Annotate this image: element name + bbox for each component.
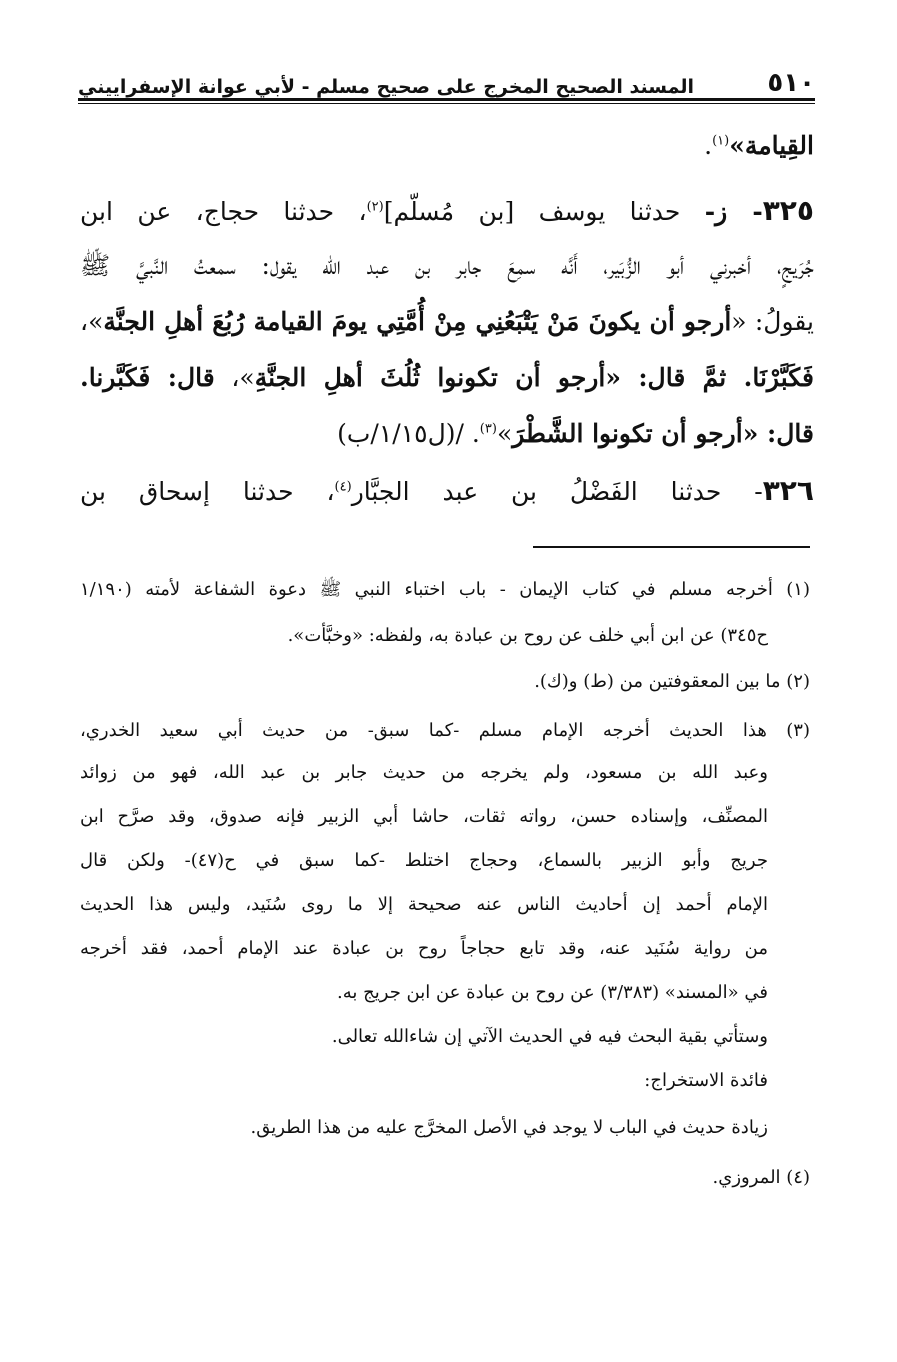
text-line-5 xyxy=(80,350,814,406)
text-segment: . xyxy=(704,131,713,160)
text-line-4 xyxy=(80,294,814,350)
footnote-text: ح٣٤٥) عن ابن أبي خلف عن روح بن عبادة به، ولفظه: «وخبَّأت». xyxy=(287,625,768,646)
footnote-3 xyxy=(80,713,810,749)
footnote-ref-2: (٢) xyxy=(366,199,384,215)
footnote-3-line-3 xyxy=(80,799,768,835)
footnote-text: زيادة حديث في الباب لا يوجد في الأصل المخرَّج عليه من هذا الطريق. xyxy=(250,1117,768,1138)
footnote-3-line-7 xyxy=(80,975,768,1011)
text-segment: ، حدثنا حجاج، عن ابن xyxy=(80,197,367,226)
footnote-text: جريج وأبو الزبير بالسماع، وحجاج اختلط -كما سبق في ح(٤٧)- ولكن قال xyxy=(80,850,768,871)
footnote-ref-1: (١) xyxy=(712,133,730,149)
page-header xyxy=(78,58,815,98)
footnote-text: وستأتي بقية البحث فيه في الحديث الآتي إن شاءالله تعالى. xyxy=(331,1026,768,1047)
text-segment: ، حدثنا إسحاق بن xyxy=(80,477,335,506)
footnote-text: المصنِّف، وإسناده حسن، رواته ثقات، حاشا أبي الزبير فإنه صدوق، وقد صرَّح ابن xyxy=(80,806,768,827)
footnote-2 xyxy=(80,664,810,700)
hadith-quote: أرجو أن تكونوا ثُلُثَ أهلِ الجنَّةِ xyxy=(254,363,606,392)
footnote-3-line-6 xyxy=(80,931,768,967)
footnote-3-line-4 xyxy=(80,843,768,879)
footnote-text: (٢) ما بين المعقوفتين من (ط) و(ك). xyxy=(534,671,810,692)
footnote-3-line-10 xyxy=(80,1110,768,1146)
folio-marker: . /(ل١/١٥/ب) xyxy=(337,419,480,448)
footnote-text: (٣) هذا الحديث أخرجه الإمام مسلم -كما سبق- من حديث أبي سعيد الخدري، xyxy=(80,720,810,741)
text-segment: يقولُ: « xyxy=(731,307,814,336)
footnote-ref-3: (٣) xyxy=(479,421,497,437)
hadith-number-326: ٣٢٦ xyxy=(762,474,814,507)
zawaid-mark: - ز- xyxy=(704,197,763,226)
footnote-text: (٤) المروزي. xyxy=(712,1167,810,1188)
footnote-1 xyxy=(80,572,810,608)
text-line-2 xyxy=(80,183,814,239)
text-line-7 xyxy=(80,463,814,519)
footnote-text: فائدة الاستخراج: xyxy=(644,1070,768,1091)
footnote-3-line-8 xyxy=(80,1019,768,1055)
footnote-text: الإمام أحمد إن أحاديث الناس عنه صحيحة إلا ما روى سُنَيد، وليس هذا الحديث xyxy=(80,894,768,915)
footnote-1-cont xyxy=(80,618,768,654)
running-title: المسند الصحيح المخرج على صحيح مسلم - لأبي عوانة الإسفراييني xyxy=(78,76,694,98)
text-line-6 xyxy=(80,406,814,462)
hadith-quote: القِيامة» xyxy=(729,131,814,160)
page-number: ٥١٠ xyxy=(767,68,815,98)
text-segment: - حدثنا الفَضْلُ بن عبد الجبَّار xyxy=(351,477,763,506)
text-segment: جُرَيجٍ، أخبرني أبو الزُّبَير، أَنَّه سمِعَ جابر بن عبد الله يقول: سمعتُ النَّبيَّ ﷺ xyxy=(80,251,814,280)
text-segment: قال: فَكَبَّرنا. xyxy=(80,363,215,392)
hadith-number-325: ٣٢٥ xyxy=(762,194,814,227)
footnote-3-line-2 xyxy=(80,755,768,791)
footnote-separator xyxy=(533,546,810,548)
text-segment: »، xyxy=(80,307,104,336)
footnote-text: (١) أخرجه مسلم في كتاب الإيمان - باب اختباء النبي ﷺ دعوة الشفاعة لأمته (١/١٩٠ xyxy=(80,579,810,600)
footnote-3-line-5 xyxy=(80,887,768,923)
text-line-3 xyxy=(80,238,814,294)
footnote-text: من رواية سُنَيد عنه، وقد تابع حجاجاً روح بن عبادة عند الإمام أحمد، فقد أخرجه xyxy=(80,938,768,959)
footnote-4 xyxy=(80,1160,810,1196)
footnote-text: وعبد الله بن مسعود، ولم يخرجه من حديث جابر بن عبد الله، فهو من زوائد xyxy=(80,762,768,783)
text-line-1 xyxy=(80,118,814,174)
text-segment: »، xyxy=(214,363,255,392)
text-segment: » xyxy=(496,419,513,448)
hadith-quote: أرجو أن يكونَ مَنْ يَتْبَعُنِي مِنْ أُمَّتِي يومَ القيامة رُبُعَ أهلِ الجنَّة xyxy=(103,307,732,336)
text-segment: فَكَبَّرْنَا. ثمَّ قال: « xyxy=(605,363,815,392)
header-rule-thick xyxy=(78,98,815,101)
hadith-quote: أرجو أن تكونوا الشَّطْرَ xyxy=(512,419,743,448)
footnote-3-line-9 xyxy=(80,1063,768,1099)
footnote-text: في «المسند» (٣/٣٨٣) عن روح بن عبادة عن ابن جريج به. xyxy=(337,982,768,1003)
header-rule-thin xyxy=(78,103,815,104)
text-segment: حدثنا يوسف [بن مُسلّم] xyxy=(383,197,705,226)
footnote-ref-4: (٤) xyxy=(334,479,352,495)
text-segment: قال: « xyxy=(742,419,814,448)
